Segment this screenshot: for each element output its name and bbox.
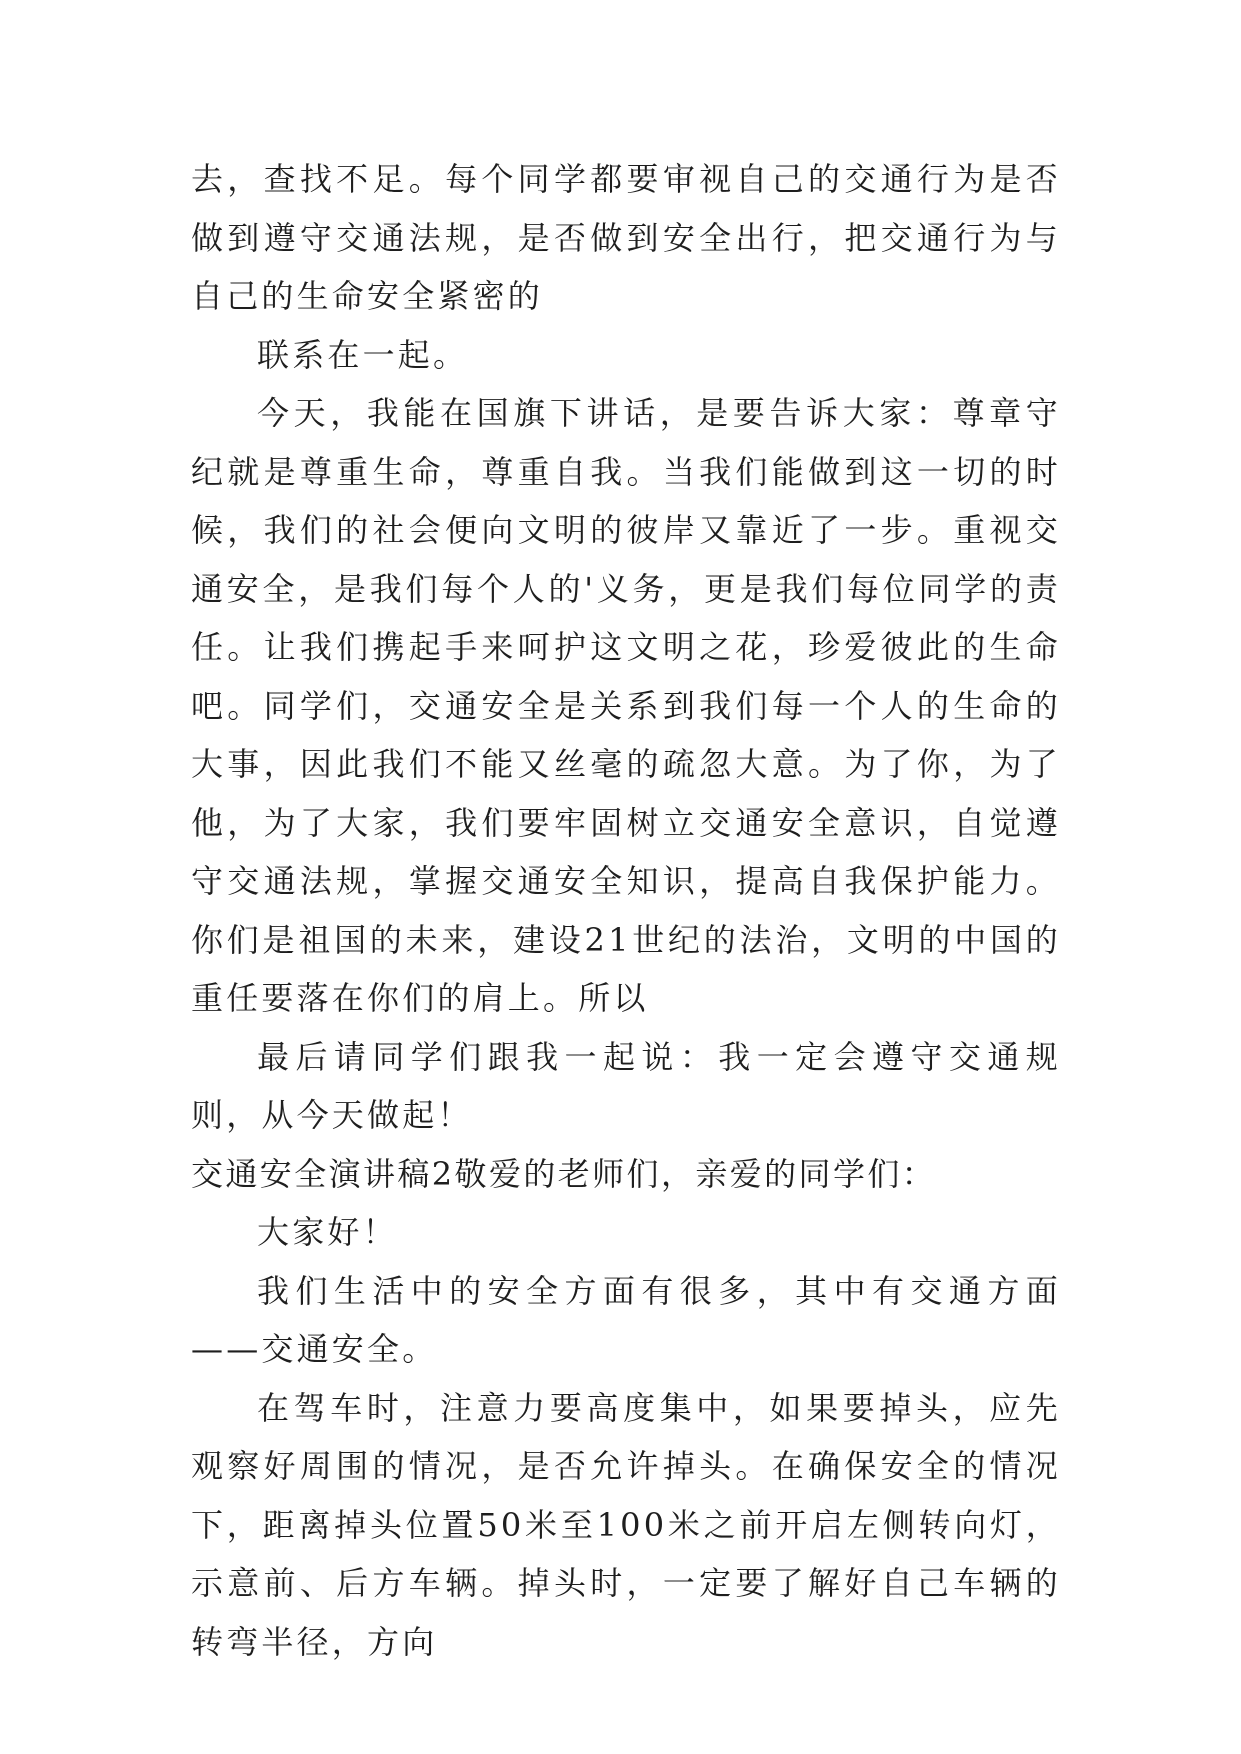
section-heading: 交通安全演讲稿2敬爱的老师们，亲爱的同学们：: [191, 1154, 937, 1193]
paragraph-2: 联系在一起。: [257, 335, 469, 374]
greeting: 大家好！: [257, 1213, 398, 1251]
paragraph-4: 最后请同学们跟我一起说：我一定会遵守交通规则，从今天做起！: [191, 1037, 1061, 1134]
paragraph-6: 在驾车时，注意力要高度集中，如果要掉头，应先观察好周围的情况，是否允许掉头。在确保安全的情况下，距离掉头位置50米至100米之前开启左侧转向灯，示意前、后方车辆。掉头时，一定要了解好自己车辆的转弯半径，方向: [191, 1388, 1061, 1661]
paragraph-3: 今天，我能在国旗下讲话，是要告诉大家：尊章守纪就是尊重生命，尊重自我。当我们能做到这一切的时候，我们的社会便向文明的彼岸又靠近了一步。重视交通安全，是我们每个人的'义务，更是我们每位同学的责任。让我们携起手来呵护这文明之花，珍爱彼此的生命吧。同学们，交通安全是关系到我们每一个人的生命的大事，因此我们不能又丝毫的疏忽大意。为了你，为了他，为了大家，我们要牢固树立交通安全意识，自觉遵守交通法规，掌握交通安全知识，提高自我保护能力。你们是祖国的未来，建设21世纪的法治，文明的中国的重任要落在你们的肩上。所以: [191, 394, 1061, 1017]
document-body: [191, 150, 1061, 1671]
paragraph-5: 我们生活中的安全方面有很多，其中有交通方面——交通安全。: [191, 1271, 1061, 1368]
paragraph-1: 去，查找不足。每个同学都要审视自己的交通行为是否做到遵守交通法规，是否做到安全出行，把交通行为与自己的生命安全紧密的: [191, 160, 1061, 315]
